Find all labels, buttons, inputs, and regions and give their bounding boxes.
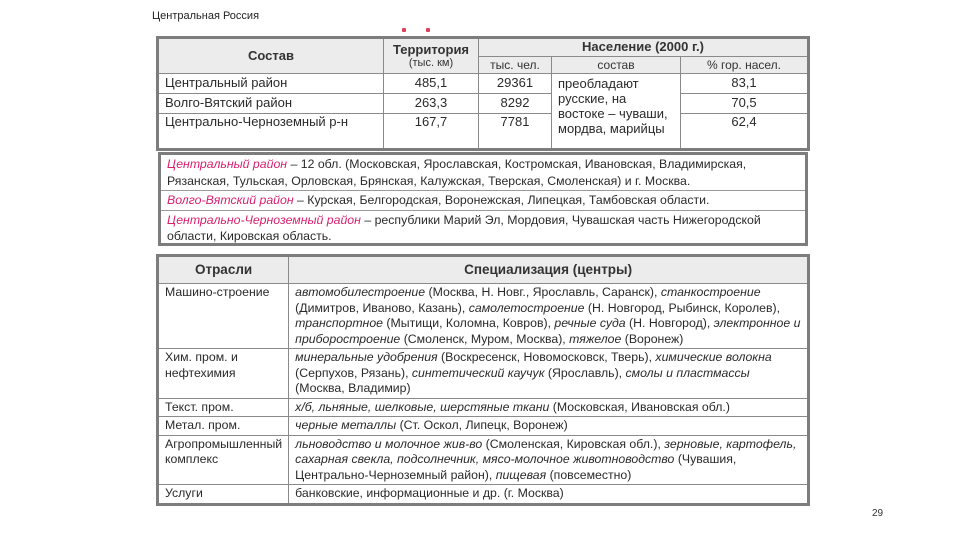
table-row — [159, 417, 808, 436]
industry-term: зерновые, картофель, сахарная свекла, подсолнечник, мясо-молочное животноводство — [295, 436, 797, 466]
slide-title: Центральная Россия — [152, 10, 260, 22]
industry-term: черные металлы — [295, 418, 397, 432]
subheader-urban: % гор. насел. — [681, 56, 808, 74]
industry-term: станкостроение — [660, 285, 761, 299]
industry-term: минеральные удобрения — [295, 350, 438, 364]
industry-term: химические волокна — [655, 350, 772, 364]
table-row — [159, 94, 808, 114]
region-text: – Курская, Белгородская, Воронежская, Липецкая, Тамбовская области. — [293, 193, 710, 207]
branch-name: Текст. пром. — [159, 398, 289, 417]
header-territory-label: Территория — [392, 41, 470, 57]
industry-centers: (Воронеж) — [621, 331, 684, 346]
industry-table — [158, 256, 808, 504]
header-territory — [384, 39, 479, 74]
urban-value: 83,1 — [681, 74, 808, 94]
territory-value: 167,7 — [384, 114, 479, 149]
industry-term: льноводство и молочное жив-во — [295, 436, 483, 451]
region-name: Центрально-Черноземный р-н — [159, 114, 384, 149]
region-row — [161, 211, 805, 246]
industry-term: электронное и приборостроение — [295, 316, 801, 346]
header-composition: Состав — [159, 39, 384, 74]
industry-term: самолетостроение — [468, 300, 585, 315]
population-table — [158, 38, 808, 149]
industry-centers: (Москва, Владимир) — [295, 381, 411, 395]
header-specialization: Специализация (центры) — [289, 257, 808, 284]
industry-term: автомобилестроение — [295, 285, 426, 299]
industry-centers: (Московская, Ивановская обл.) — [549, 399, 730, 414]
industry-centers: (Серпухов, Рязань), — [295, 365, 412, 380]
industry-term: речные суда — [554, 316, 626, 330]
region-text: – республики Марий Эл, Мордовия, Чувашская часть Нижегородской области, Кировская область. — [167, 212, 761, 243]
industry-term: тяжелое — [569, 331, 622, 346]
header-territory-unit: (тыс. км) — [408, 57, 454, 70]
industry-centers: (Чувашия, Центрально-Черноземный район), — [295, 452, 737, 482]
table-row — [159, 398, 808, 417]
table-row — [159, 435, 808, 485]
industry-centers: (Ярославль), — [544, 365, 626, 380]
industry-centers: (Н. Новгород, Рыбинск, Королев), — [584, 300, 781, 315]
industry-centers: (Мытищи, Коломна, Ковров), — [383, 316, 555, 330]
header-population: Население (2000 г.) — [479, 39, 808, 57]
specialization-cell — [289, 349, 808, 399]
region-title: Центрально-Черноземный район — [167, 212, 361, 227]
composition-note: преобладают русские, на востоке – чуваши, мордва, марийцы — [552, 74, 681, 149]
industry-centers: (повсеместно) — [546, 467, 632, 482]
industry-centers: (Димитров, Иваново, Казань), — [295, 300, 469, 315]
industry-term: синтетический каучук — [411, 365, 545, 380]
population-value: 8292 — [479, 94, 552, 114]
subheader-composition: состав — [552, 56, 681, 74]
industry-centers: банковские, информационные и др. (г. Москва) — [295, 486, 564, 500]
table-row — [159, 114, 808, 149]
branch-name: Агропромышленный комплекс — [159, 435, 289, 485]
regions-description — [158, 152, 808, 246]
region-name: Центральный район — [159, 74, 384, 94]
industry-term: смолы и пластмассы — [625, 365, 750, 380]
territory-value: 263,3 — [384, 94, 479, 114]
industry-centers: (Смоленская, Кировская обл.), — [482, 436, 665, 451]
branch-name: Услуги — [159, 485, 289, 504]
industry-centers: (Воскресенск, Новомосковск, Тверь), — [437, 350, 656, 364]
region-name: Волго-Вятский район — [159, 94, 384, 114]
region-row — [161, 191, 805, 211]
table-row — [159, 349, 808, 399]
region-text: – 12 обл. (Московская, Ярославская, Костромская, Ивановская, Владимирская, Рязанская, Тульская, Орловская, Брянская, Калужская, Тверская, Смоленская) и г. Москва. — [167, 157, 747, 188]
specialization-cell — [289, 417, 808, 436]
branch-name: Хим. пром. и нефтехимия — [159, 349, 289, 399]
urban-value: 70,5 — [681, 94, 808, 114]
table-row — [159, 74, 808, 94]
industry-term: транспортное — [295, 316, 384, 330]
population-value: 7781 — [479, 114, 552, 149]
region-row — [161, 155, 805, 191]
subheader-pop: тыс. чел. — [479, 56, 552, 74]
industry-term: х/б, льняные, шелковые, шерстяные ткани — [295, 399, 550, 414]
industry-centers: (Москва, Н. Новг., Ярославль, Саранск), — [425, 285, 661, 299]
specialization-cell — [289, 435, 808, 485]
industry-centers: (Ст. Оскол, Липецк, Воронеж) — [396, 418, 568, 432]
population-value: 29361 — [479, 74, 552, 94]
territory-value: 485,1 — [384, 74, 479, 94]
table-row — [159, 284, 808, 349]
decorative-dots — [400, 28, 440, 34]
region-title: Волго-Вятский район — [167, 193, 294, 207]
table-row — [159, 485, 808, 504]
industry-term: пищевая — [495, 467, 547, 482]
branch-name: Машино-строение — [159, 284, 289, 349]
specialization-cell — [289, 485, 808, 504]
page-number: 29 — [872, 508, 884, 519]
industry-centers: (Смоленск, Муром, Москва), — [400, 331, 570, 346]
branch-name: Метал. пром. — [159, 417, 289, 436]
industry-centers: (Н. Новгород), — [625, 316, 714, 330]
specialization-cell — [289, 284, 808, 349]
urban-value: 62,4 — [681, 114, 808, 149]
header-branches: Отрасли — [159, 257, 289, 284]
region-title: Центральный район — [167, 157, 288, 171]
specialization-cell — [289, 398, 808, 417]
